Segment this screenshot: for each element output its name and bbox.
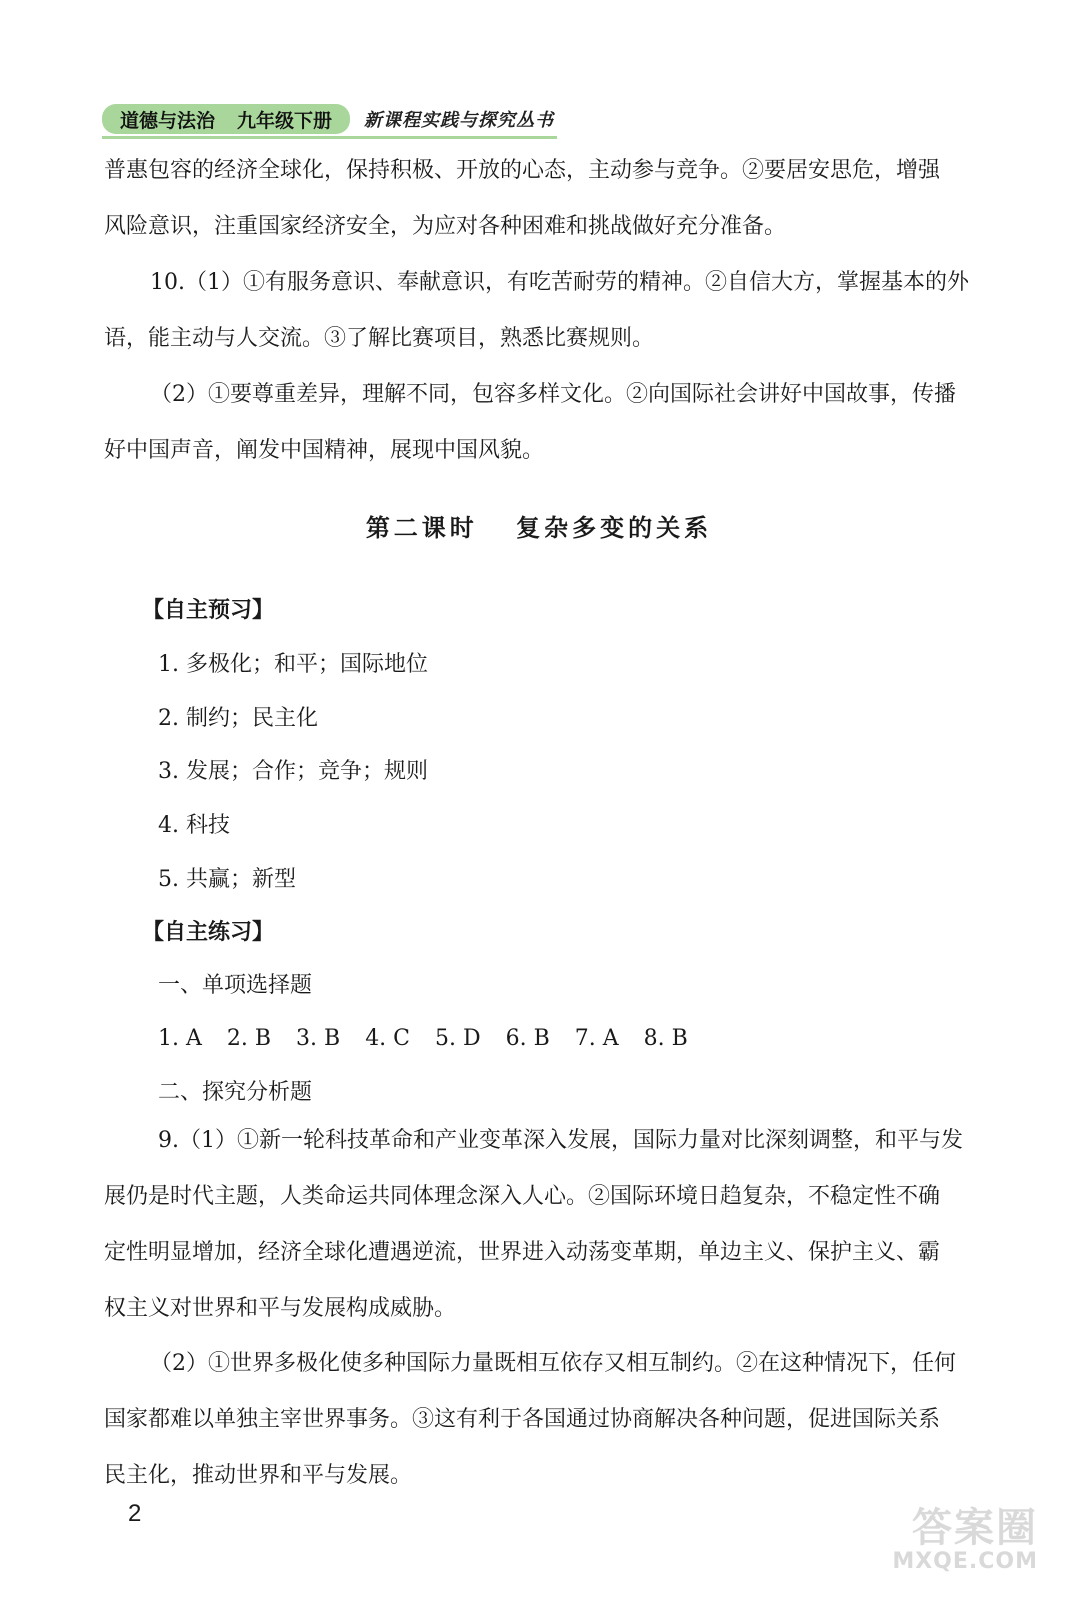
section-heading-analysis: 二、探究分析题 — [158, 1080, 313, 1105]
header-subject: 道德与法治 — [120, 109, 216, 132]
section-heading-single-choice: 一、单项选择题 — [158, 973, 313, 998]
lesson-title-part2: 复杂多变的关系 — [516, 513, 713, 542]
preview-heading: 【自主预习】 — [142, 598, 275, 623]
choice-answer: 3. B — [296, 1026, 341, 1051]
preview-item: 1. 多极化；和平；国际地位 — [158, 652, 428, 677]
choice-answer: 7. A — [574, 1026, 619, 1051]
question-10-1-line: 语，能主动与人交流。③了解比赛项目，熟悉比赛规则。 — [104, 326, 655, 351]
choice-answer: 8. B — [643, 1026, 688, 1051]
preview-item: 4. 科技 — [158, 813, 230, 838]
choice-answer: 6. B — [505, 1026, 550, 1051]
preview-item: 2. 制约；民主化 — [158, 706, 318, 731]
watermark-text-bottom: MXQE.COM — [892, 1549, 1038, 1574]
question-9-1-line: 定性明显增加，经济全球化遭遇逆流，世界进入动荡变革期，单边主义、保护主义、霸 — [104, 1240, 941, 1265]
header-badge — [102, 104, 350, 134]
watermark-logo — [888, 1506, 1038, 1576]
practice-heading: 【自主练习】 — [142, 920, 275, 945]
paragraph-line: 普惠包容的经济全球化，保持积极、开放的心态，主动参与竞争。②要居安思危，增强 — [104, 158, 941, 183]
question-9-2-line: （2）①世界多极化使多种国际力量既相互依存又相互制约。②在这种情况下，任何 — [150, 1351, 956, 1376]
running-header — [102, 104, 554, 134]
choice-answer: 1. A — [158, 1026, 202, 1051]
question-9-1-line: 9.（1）①新一轮科技革命和产业变革深入发展，国际力量对比深刻调整，和平与发 — [158, 1128, 963, 1153]
lesson-title-part1: 第二课时 — [365, 513, 478, 542]
choice-answer: 4. C — [365, 1026, 411, 1051]
question-10-2-line: 好中国声音，阐发中国精神，展现中国风貌。 — [104, 438, 545, 463]
choice-answer: 5. D — [435, 1026, 481, 1051]
page-number: 2 — [128, 1500, 142, 1527]
header-series: 新课程实践与探究丛书 — [364, 110, 555, 131]
choice-answers — [158, 1024, 1078, 1054]
question-9-1-line: 权主义对世界和平与发展构成威胁。 — [104, 1296, 457, 1321]
question-9-1-line: 展仍是时代主题，人类命运共同体理念深入人心。②国际环境日趋复杂，不稳定性不确 — [104, 1184, 941, 1209]
header-rule — [102, 136, 557, 139]
question-9-2-line: 民主化，推动世界和平与发展。 — [104, 1463, 413, 1488]
choice-answer: 2. B — [226, 1026, 272, 1051]
question-10-1-line: 10.（1）①有服务意识、奉献意识，有吃苦耐劳的精神。②自信大方，掌握基本的外 — [150, 270, 969, 295]
preview-item: 5. 共赢；新型 — [158, 867, 296, 892]
watermark-text-top: 答案圈 — [912, 1505, 1038, 1551]
question-10-2-line: （2）①要尊重差异，理解不同，包容多样文化。②向国际社会讲好中国故事，传播 — [150, 382, 956, 407]
paragraph-line: 风险意识，注重国家经济安全，为应对各种困难和挑战做好充分准备。 — [104, 214, 787, 239]
question-9-2-line: 国家都难以单独主宰世界事务。③这有利于各国通过协商解决各种问题，促进国际关系 — [104, 1407, 941, 1432]
header-grade: 九年级下册 — [237, 109, 333, 132]
preview-item: 3. 发展；合作；竞争；规则 — [158, 759, 428, 784]
lesson-title — [0, 508, 1078, 543]
